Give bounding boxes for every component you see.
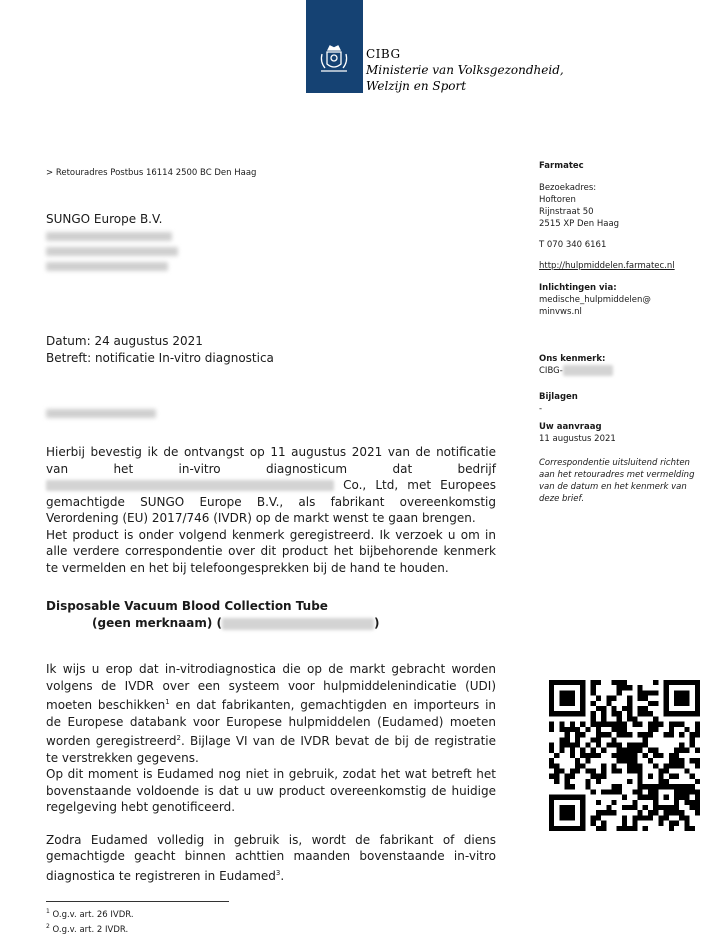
recipient-name: SUNGO Europe B.V. — [46, 212, 163, 226]
sidebar-org: Farmatec — [539, 161, 584, 171]
footnote-1 — [46, 906, 134, 921]
org-name: CIBG — [366, 47, 401, 61]
reference-block — [539, 353, 699, 505]
footnote-2 — [46, 921, 134, 936]
product-block — [46, 598, 380, 632]
redacted-reference-number — [563, 365, 613, 376]
date-subject-block — [46, 333, 274, 366]
paragraph-1b: Co., Ltd, met Europees gemachtigde SUNGO Europe B.V., als fabrikant overeenkomstig Verordening (EU) 2017/746 (IVDR) op de markt wenst te gaan brengen. — [46, 478, 496, 525]
reference-prefix: CIBG- — [539, 366, 563, 376]
paragraph-1a: Hierbij bevestig ik de ontvangst op 11 augustus 2021 van de notificatie van het in-vitro diagnosticum dat bedrijf — [46, 445, 496, 476]
paragraph-3b: en dat fabrikanten, gemachtigden en importeurs in de Europese databank voor Europese hulpmiddelen (Eudamed) moeten worden geregistreerd — [46, 698, 497, 748]
website-link[interactable]: http://hulpmiddelen.farmatec.nl — [539, 261, 675, 271]
footnotes — [46, 906, 134, 936]
paragraph-registration: Het product is onder volgend kenmerk geregistreerd. Ik verzoek u om in alle verdere correspondentie over dit product het bijbehorende kenmerk te vermelden en het bij telefoongesprekken bij de hand te houden. — [46, 527, 496, 575]
intro-paragraphs — [46, 444, 496, 576]
footnote-ref-3[interactable]: 3 — [275, 868, 281, 877]
footnote-1-text: O.g.v. art. 26 IVDR. — [49, 909, 134, 920]
paragraph-5b: . — [280, 868, 285, 883]
sidebar — [539, 160, 699, 318]
redacted-address-line — [46, 247, 178, 256]
info-label: Inlichtingen via: — [539, 283, 617, 293]
paragraph-5a: Zodra Eudamed volledig in gebruik is, wordt de fabrikant of diens gemachtigde geacht binnen achttien maanden bovenstaande in-vitro diagnostica te registreren in Eudamed — [46, 832, 496, 883]
footnote-1-number: 1 — [46, 908, 50, 915]
footnote-ref-1[interactable]: 1 — [165, 698, 170, 706]
request-date: 11 augustus 2021 — [539, 434, 616, 444]
visit-building: Hoftoren — [539, 195, 576, 205]
attachments-label: Bijlagen — [539, 392, 578, 402]
info-email-line-2: minvws.nl — [539, 307, 582, 317]
ministry-line-1: Ministerie van Volksgezondheid, — [366, 63, 564, 77]
subject-line: Betreft: notificatie In-vitro diagnostica — [46, 350, 274, 365]
paragraph-eudamed-registration — [46, 832, 496, 885]
footnote-2-number: 2 — [46, 922, 50, 930]
redacted-product-code — [222, 618, 374, 630]
redacted-address-line — [46, 262, 168, 271]
footnote-ref-2[interactable]: 2 — [176, 734, 181, 742]
product-brand-close: ) — [374, 616, 380, 630]
ministry-wordmark — [366, 46, 564, 94]
reference-label: Ons kenmerk: — [539, 354, 606, 364]
redacted-salutation — [46, 409, 156, 418]
recipient-block — [46, 211, 178, 271]
product-brand-line — [46, 615, 380, 632]
phone-number: T 070 340 6161 — [539, 240, 607, 250]
ministry-logo-bar — [306, 0, 363, 93]
visit-city: 2515 XP Den Haag — [539, 219, 620, 229]
reference-value — [539, 365, 699, 377]
paragraph-3c: . Bijlage VI van de IVDR bevat de bij de registratie te verstrekken gegevens. — [46, 734, 496, 765]
paragraph-udi — [46, 661, 496, 766]
visit-street: Rijnstraat 50 — [539, 207, 594, 217]
product-name: Disposable Vacuum Blood Collection Tube — [46, 599, 328, 613]
footnote-2-text: O.g.v. art. 2 IVDR. — [49, 924, 129, 935]
correspondence-note: Correspondentie uitsluitend richten aan het retouradres met vermelding van de datum en het kenmerk van deze brief. — [539, 458, 695, 504]
paragraph-acknowledgement — [46, 444, 496, 527]
redacted-company-name — [46, 480, 334, 491]
redacted-address-line — [46, 232, 172, 241]
footnote-divider — [46, 901, 229, 902]
visit-label: Bezoekadres: — [539, 183, 597, 193]
info-email-line-1: medische_hulpmiddelen@ — [539, 295, 651, 305]
royal-crest-icon — [316, 42, 352, 78]
paragraph-eudamed-status: Op dit moment is Eudamed nog niet in gebruik, zodat het wat betreft het bovenstaande voldoende is dat u uw product overeenkomstig de huidige regelgeving hebt genotificeerd. — [46, 767, 496, 814]
product-brand-open: (geen merknaam) ( — [92, 616, 223, 630]
attachments-value: - — [539, 404, 543, 414]
request-label: Uw aanvraag — [539, 422, 602, 432]
qr-code — [549, 680, 700, 831]
paragraph-3a: Ik wijs u erop dat in-vitrodiagnostica die op de markt gebracht worden volgens de IVDR over een systeem voor hulpmiddelenindicatie (UDI) moeten beschikken — [46, 662, 496, 712]
ministry-line-2: Welzijn en Sport — [366, 79, 467, 93]
udi-paragraphs — [46, 661, 496, 884]
return-address: > Retouradres Postbus 16114 2500 BC Den Haag — [46, 168, 257, 178]
date-line: Datum: 24 augustus 2021 — [46, 334, 203, 348]
